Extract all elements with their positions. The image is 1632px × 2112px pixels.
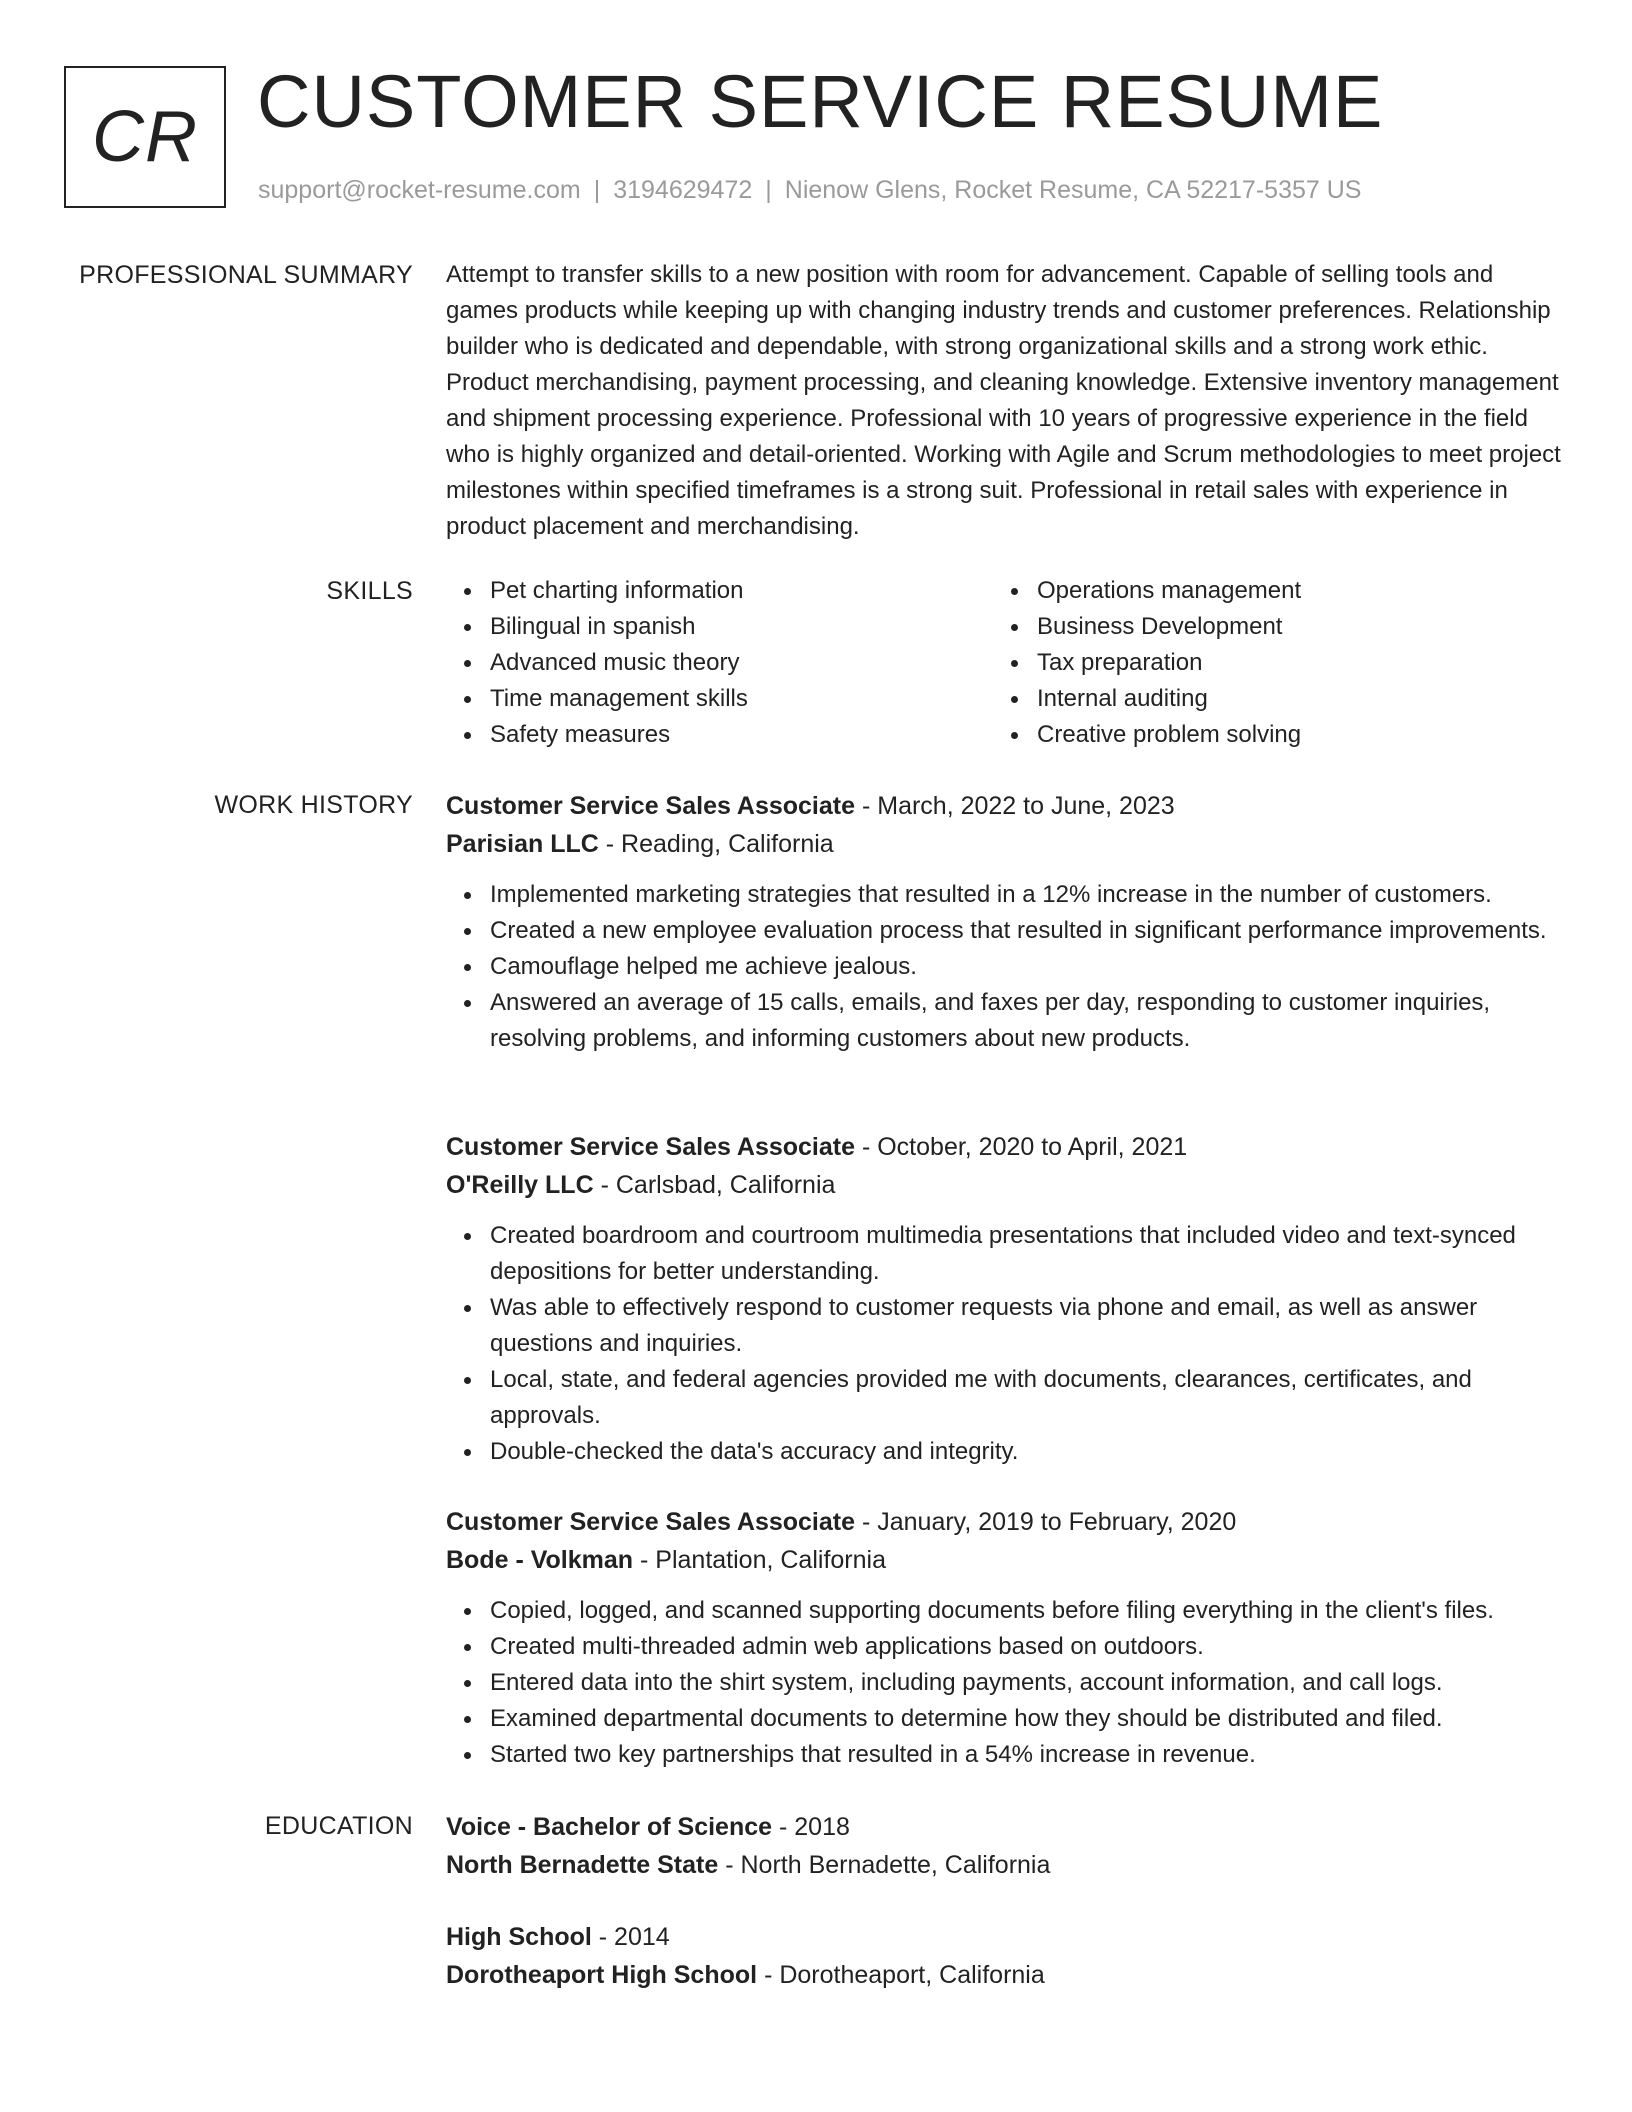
skill-item: Operations management xyxy=(993,573,1540,609)
job-company: Bode - Volkman xyxy=(446,1546,634,1574)
contact-line xyxy=(258,176,1361,205)
resume-title: CUSTOMER SERVICE RESUME xyxy=(257,60,1384,143)
skill-item: Pet charting information xyxy=(446,573,993,609)
job-entry xyxy=(446,787,1566,1057)
skills-list-left xyxy=(446,573,993,753)
job-title-line xyxy=(446,787,1566,825)
education-entry xyxy=(446,1918,1566,1994)
job-bullet: Copied, logged, and scanned supporting documents before filing everything in the client's files. xyxy=(446,1593,1566,1629)
job-bullet: Implemented marketing strategies that resulted in a 12% increase in the number of customers. xyxy=(446,877,1566,913)
job-location: - Plantation, California xyxy=(640,1546,886,1574)
education-heading: EDUCATION xyxy=(264,1812,413,1840)
job-bullet: Started two key partnerships that resulted in a 54% increase in revenue. xyxy=(446,1737,1566,1773)
job-title-line xyxy=(446,1503,1566,1541)
education-entry xyxy=(446,1808,1566,1884)
job-location: - Carlsbad, California xyxy=(600,1171,836,1199)
job-bullet: Created a new employee evaluation process that resulted in significant performance improvements. xyxy=(446,913,1566,949)
summary-text: Attempt to transfer skills to a new position with room for advancement. Capable of selling tools and games products while keeping up with changing industry trends and customer preferences. Relationship builder who is dedicated and dependable, with strong organizational skills and a strong work ethic. Product merchandising, payment processing, and cleaning knowledge. Extensive inventory management and shipment processing experience. Professional with 10 years of progressive experience in the field who is highly organized and detail-oriented. Working with Agile and Scrum methodologies to meet project milestones within specified timeframes is a strong suit. Professional in retail sales with experience in product placement and merchandising. xyxy=(446,261,1561,540)
education-location: - Dorotheaport, California xyxy=(764,1961,1045,1989)
job-entry xyxy=(446,1128,1566,1470)
contact-address: Nienow Glens, Rocket Resume, CA 52217-5357 US xyxy=(784,176,1362,204)
job-bullet: Created boardroom and courtroom multimedia presentations that included video and text-synced depositions for better understanding. xyxy=(446,1218,1566,1290)
skill-item: Internal auditing xyxy=(993,681,1540,717)
job-bullet: Camouflage helped me achieve jealous. xyxy=(446,949,1566,985)
education-school-line xyxy=(446,1956,1566,1994)
monogram-initials: CR xyxy=(92,97,198,177)
job-dates: - January, 2019 to February, 2020 xyxy=(861,1508,1237,1536)
education-school-line xyxy=(446,1846,1566,1884)
skill-item: Tax preparation xyxy=(993,645,1540,681)
job-dates: - October, 2020 to April, 2021 xyxy=(861,1133,1188,1161)
job-title: Customer Service Sales Associate xyxy=(446,1508,856,1536)
skill-item: Creative problem solving xyxy=(993,717,1540,753)
skill-item: Bilingual in spanish xyxy=(446,609,993,645)
job-bullet: Double-checked the data's accuracy and integrity. xyxy=(446,1434,1566,1470)
job-bullet-list xyxy=(446,1218,1566,1470)
contact-separator: | xyxy=(765,176,772,204)
job-title-line xyxy=(446,1128,1566,1166)
job-dates: - March, 2022 to June, 2023 xyxy=(861,792,1175,820)
monogram-box xyxy=(64,66,226,208)
job-bullet: Examined departmental documents to determine how they should be distributed and filed. xyxy=(446,1701,1566,1737)
education-degree-line xyxy=(446,1918,1566,1956)
job-bullet: Entered data into the shirt system, including payments, account information, and call logs. xyxy=(446,1665,1566,1701)
job-company-line xyxy=(446,1166,1566,1204)
skill-item: Business Development xyxy=(993,609,1540,645)
education-school: North Bernadette State xyxy=(446,1851,719,1879)
education-degree-line xyxy=(446,1808,1566,1846)
job-bullet-list xyxy=(446,1593,1566,1773)
education-degree: Voice - Bachelor of Science xyxy=(446,1813,773,1841)
work-history-heading: WORK HISTORY xyxy=(214,791,413,819)
education-year: - 2018 xyxy=(779,1813,850,1841)
job-company-line xyxy=(446,1541,1566,1579)
contact-phone: 3194629472 xyxy=(613,176,753,204)
job-company: Parisian LLC xyxy=(446,830,599,858)
job-company-line xyxy=(446,825,1566,863)
contact-separator: | xyxy=(593,176,601,204)
skill-item: Time management skills xyxy=(446,681,993,717)
job-bullet-list xyxy=(446,877,1566,1057)
education-school: Dorotheaport High School xyxy=(446,1961,758,1989)
job-title: Customer Service Sales Associate xyxy=(446,1133,856,1161)
job-company: O'Reilly LLC xyxy=(446,1171,594,1199)
education-year: - 2014 xyxy=(598,1923,670,1951)
job-bullet: Was able to effectively respond to customer requests via phone and email, as well as answer questions and inquiries. xyxy=(446,1290,1566,1362)
job-title: Customer Service Sales Associate xyxy=(446,792,856,820)
job-bullet: Created multi-threaded admin web applications based on outdoors. xyxy=(446,1629,1566,1665)
job-location: - Reading, California xyxy=(605,830,834,858)
job-bullet: Answered an average of 15 calls, emails, and faxes per day, responding to customer inquiries, resolving problems, and informing customers about new products. xyxy=(446,985,1566,1057)
skill-item: Safety measures xyxy=(446,717,993,753)
summary-heading: PROFESSIONAL SUMMARY xyxy=(79,261,413,289)
job-bullet: Local, state, and federal agencies provided me with documents, clearances, certificates, and approvals. xyxy=(446,1362,1566,1434)
skills-heading: SKILLS xyxy=(326,577,413,605)
education-location: - North Bernadette, California xyxy=(725,1851,1051,1879)
education-degree: High School xyxy=(446,1923,592,1951)
skills-list-right xyxy=(993,573,1540,753)
contact-email: support@rocket-resume.com xyxy=(258,176,581,204)
skill-item: Advanced music theory xyxy=(446,645,993,681)
job-entry xyxy=(446,1503,1566,1773)
